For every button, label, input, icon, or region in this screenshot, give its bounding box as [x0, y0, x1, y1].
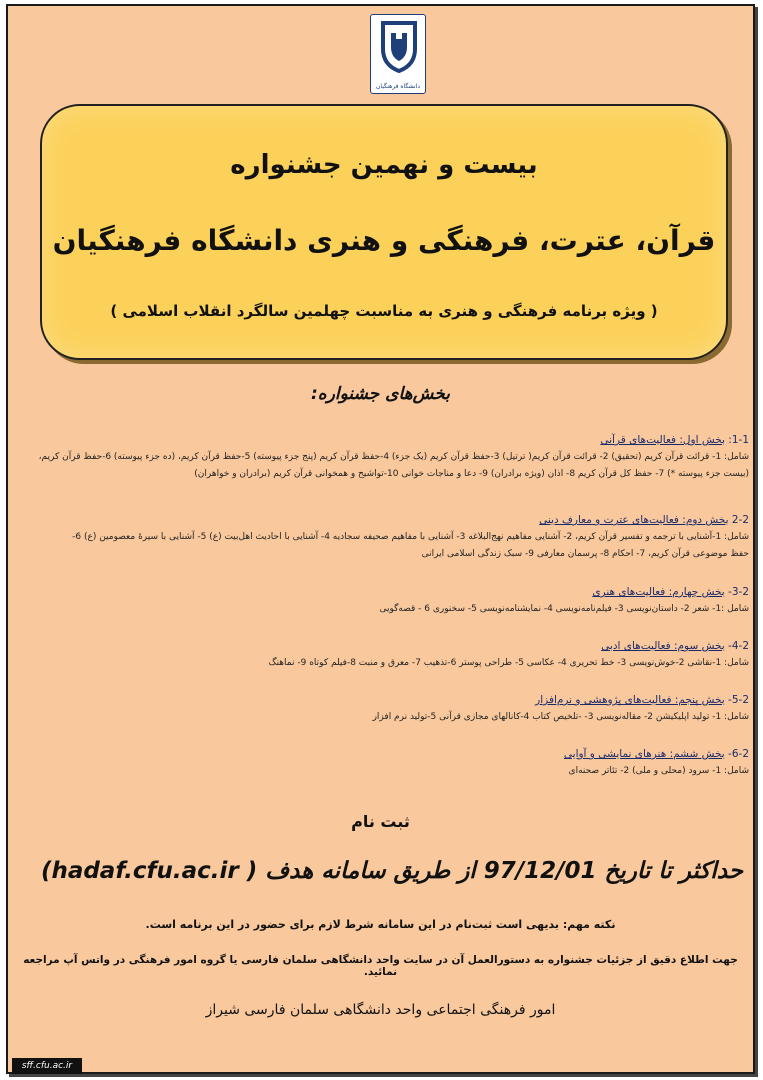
- section-heading: 3-2- بخش چهارم: فعالیت‌های هنری: [592, 586, 749, 598]
- site-link[interactable]: sff.cfu.ac.ir: [12, 1058, 82, 1074]
- university-logo-icon: [377, 19, 421, 77]
- important-note: نکته مهم: بدیهی است ثبت‌نام در این سامانه شرط لازم برای حضور در این برنامه است.: [145, 918, 616, 931]
- section-heading: 1-1: بخش اول: فعالیت‌های قرآنی: [600, 434, 749, 446]
- university-logo: [370, 14, 426, 94]
- section-etrat: [9, 514, 749, 563]
- section-heading: 6-2- بخش ششم: هنرهای نمایشی و آوایی: [563, 748, 749, 760]
- info-note: جهت اطلاع دقیق از جزئیات جشنواره به دستورالعمل آن در سایت واحد دانشگاهی سلمان فارسی یا گروه امور فرهنگی در واتس آپ مراجعه نمائید.: [23, 954, 738, 978]
- signature: امور فرهنگی اجتماعی واحد دانشگاهی سلمان فارسی شیراز: [205, 1002, 556, 1018]
- section-research: [9, 694, 749, 726]
- section-description: شامل: 1- سرود (محلی و ملی) 2- تئاتر صحنه‌ای: [568, 766, 749, 776]
- section-heading: 4-2- بخش سوم: فعالیت‌های ادبی: [601, 640, 749, 652]
- festival-main-title: قرآن، عترت، فرهنگی و هنری دانشگاه فرهنگیان: [52, 224, 716, 257]
- section-description: شامل :1- شعر 2- داستان‌نویسی 3- فیلم‌نامه‌نویسی 4- نمایشنامه‌نویسی 5- سخنوری 6 - قصه‌گویی: [379, 604, 749, 614]
- registration-heading: ثبت نام: [351, 812, 410, 831]
- section-description: شامل: 1-آشنایی با ترجمه و تفسیر قرآن کریم، 2- آشنایی مفاهیم نهج‌البلاغه 3- آشنایی با مفاهیم صحیفه سجادیه 4- آشنایی با احادیث اهل‌بیت (ع) 5- آشنایی با سیرهٔ معصومین (ع) 6- حفظ موضوعی قرآن کریم، 7- احکام 8- پرسمان معارفی 9- سبک زندگی اسلامی ایرانی: [72, 532, 749, 559]
- section-art: [9, 586, 749, 618]
- festival-subtitle: ( ویژه برنامه فرهنگی و هنری به مناسبت چهلمین سالگرد انقلاب اسلامی ): [110, 302, 658, 320]
- section-description: شامل: 1-نقاشی 2-خوش‌نویسی 3- خط تحریری 4- عکاسی 5- طراحی پوستر 6-تذهیب 7- معرق و منبت 8-فیلم کوتاه 9- نماهنگ: [268, 658, 749, 668]
- title-banner: [40, 104, 728, 360]
- section-literary: [9, 640, 749, 672]
- section-performing: [9, 748, 749, 780]
- section-description: شامل: 1- تولید اپلیکیشن 2- مقاله‌نویسی 3- -تلخیص کتاب 4-کانالهای مجازی قرآنی 5-تولید نرم افزار: [372, 712, 749, 722]
- sections-heading: بخش‌های جشنواره:: [311, 384, 450, 404]
- festival-ordinal-title: بیست و نهمین جشنواره: [230, 150, 538, 180]
- section-heading: 2-2 بخش دوم: فعالیت‌های عترت و معارف دینی: [539, 514, 749, 526]
- section-quran: [9, 434, 749, 483]
- section-heading: 5-2- بخش پنجم: فعالیت‌های پژوهشی و نرم‌افزار: [535, 694, 749, 706]
- logo-text: دانشگاه فرهنگیان: [375, 83, 421, 90]
- poster: [6, 4, 755, 1074]
- registration-deadline: حداکثر تا تاریخ 97/12/01 از طریق سامانه هدف ( hadaf.cfu.ac.ir): [40, 858, 743, 884]
- section-description: شامل: 1- قرائت قرآن کریم (تحقیق) 2- قرائت قرآن کریم( ترتیل) 3-حفظ قرآن کریم (یک جزء) 4-حفظ قرآن کریم (پنج جزء پیوسته) 5-حفظ قرآن کریم، (ده جزء پیوسته) 6-حفظ قرآن کریم، (بیست جزء پیوسته *) 7- حفظ کل قرآن کریم 8- اذان (ویژه برادران) 9- دعا و مناجات خوانی 10-تواشیح و همخوانی قرآن کریم (برادران و خواهران): [38, 452, 749, 479]
